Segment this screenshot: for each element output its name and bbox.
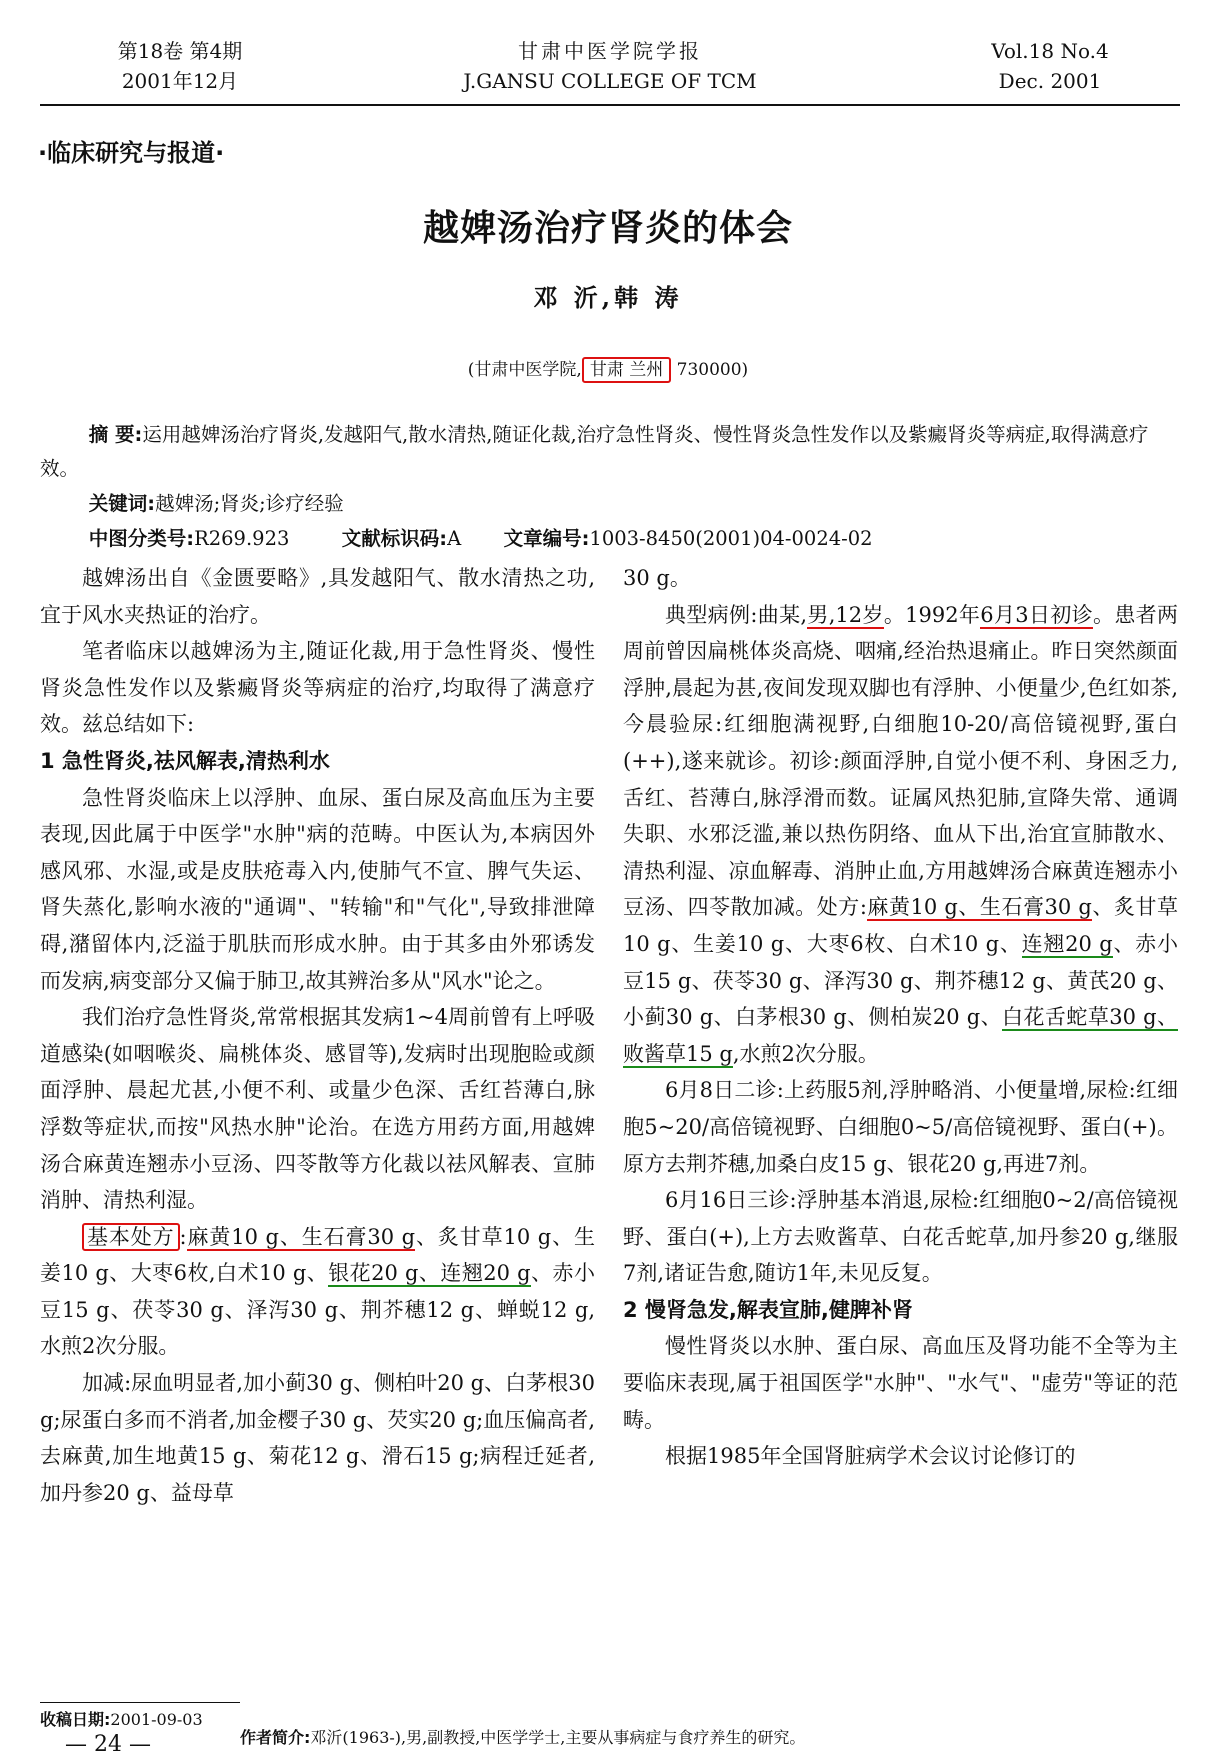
case-rx-text-b: 、赤小豆15 g、茯苓30 g、泽泻30 g、荆芥穗12 g、黄芪20 g、小蓟30 g、白茅根30 g、侧柏炭20 g、 bbox=[623, 931, 1179, 1030]
basic-prescription-label: 基本处方 bbox=[82, 1223, 180, 1251]
doc-code-value: A bbox=[447, 527, 462, 550]
left-column bbox=[40, 560, 595, 1511]
journal-name bbox=[400, 36, 820, 96]
received-label: 收稿日期: bbox=[40, 1710, 111, 1729]
received-value: 2001-09-03 bbox=[110, 1710, 203, 1729]
page-number: — 24 — bbox=[65, 1732, 151, 1757]
header-divider bbox=[40, 104, 1180, 106]
highlight-green-hedyotis-patrinia: 白花舌蛇草30 g、败酱草15 g bbox=[623, 1005, 1178, 1066]
basic-prescription-text-b: 、赤小豆15 g、茯苓30 g、泽泻30 g、荆芥穗12 g、蝉蜕12 g,水煎2次分服。 bbox=[40, 1261, 596, 1359]
keywords-text: 越婢汤;肾炎;诊疗经验 bbox=[155, 492, 344, 515]
journal-volume-en bbox=[950, 36, 1150, 96]
case-text-c: 。患者两周前曾因扁桃体炎高烧、咽痛,经治热退痛止。昨日突然颜面浮肿,晨起为甚,夜间发现双脚也有浮肿、小便量少,色红如茶,今晨验尿:红细胞满视野,白细胞10-20/高倍镜视野,蛋白(++),遂来就诊。初诊:颜面浮肿,自觉小便不利、身困乏力,舌红、苔薄白,脉浮滑而数。证属风热犯肺,宣降失常、通调失职、水邪泛滥,兼以热伤阴络、血从下出,治宜宣肺散水、清热利湿、凉血解毒、消肿止血,方用越婢汤合麻黄连翘赤小豆汤、四苓散加减。处方: bbox=[623, 602, 1178, 920]
journal-name-cn: 甘肃中医学院学报 bbox=[518, 39, 702, 63]
basic-prescription-paragraph bbox=[40, 1219, 595, 1365]
section-tag: ·临床研究与报道· bbox=[38, 139, 225, 167]
basic-prescription-text-a: 、炙甘草10 g、生姜10 g、大枣6枚,白术10 g、 bbox=[40, 1224, 595, 1286]
author-bio bbox=[240, 1726, 805, 1750]
case-rx-text-c: ,水煎2次分服。 bbox=[732, 1041, 879, 1066]
right-column bbox=[623, 560, 1178, 1475]
footnote-divider bbox=[40, 1702, 240, 1703]
basic-prescription-colon: : bbox=[179, 1224, 187, 1249]
affiliation-prefix: (甘肃中医学院, bbox=[467, 360, 582, 380]
volume-en: Vol.18 No.4 bbox=[991, 39, 1109, 63]
affiliation-location-highlight: 甘肃 兰州 bbox=[582, 357, 671, 383]
case-text-b: 。1992年 bbox=[883, 602, 981, 627]
article-authors: 邓 沂,韩 涛 bbox=[533, 283, 683, 312]
typical-case-paragraph bbox=[623, 597, 1178, 1073]
author-bio-text: 邓沂(1963-),男,副教授,中医学学士,主要从事病症与食疗养生的研究。 bbox=[310, 1728, 806, 1747]
left-paragraph-4: 我们治疗急性肾炎,常常根据其发病1~4周前曾有上呼吸道感染(如咽喉炎、扁桃体炎、感冒等),发病时出现胞睑或颜面浮肿、晨起尤甚,小便不利、或量少色深、舌红苔薄白,脉浮数等症状,而按"风热水肿"论治。在选方用药方面,用越婢汤合麻黄连翘赤小豆汤、四苓散等方化裁以祛风解表、宣肺消肿、清热利湿。 bbox=[40, 1005, 595, 1213]
right-paragraph-last: 根据1985年全国肾脏病学术会议讨论修订的 bbox=[665, 1444, 1076, 1469]
left-paragraph-modifications: 加减:尿血明显者,加小蓟30 g、侧柏叶20 g、白茅根30 g;尿蛋白多而不消者,加金樱子30 g、芡实20 g;血压偏高者,去麻黄,加生地黄15 g、菊花12 g、滑石15 g;病程迁延者,加丹参20 g、益母草 bbox=[40, 1371, 595, 1505]
article-number-label: 文章编号: bbox=[503, 527, 590, 550]
highlight-green-forsythia: 连翘20 g bbox=[1021, 931, 1113, 956]
classification-line bbox=[40, 522, 1216, 556]
article-number-value: 1003-8450(2001)04-0024-02 bbox=[589, 527, 873, 550]
affiliation-suffix: 730000) bbox=[671, 360, 749, 380]
abstract-block bbox=[40, 418, 1180, 486]
left-paragraph-3: 急性肾炎临床上以浮肿、血尿、蛋白尿及高血压为主要表现,因此属于中医学"水肿"病的范畴。中医认为,本病因外感风邪、水湿,或是皮肤疮毒入内,使肺气不宣、脾气失运、肾失蒸化,影响水液的"通调"、"转输"和"气化",导致排泄障碍,潴留体内,泛溢于肌肤而形成水肿。由于其多由外邪诱发而发病,病变部分又偏于肺卫,故其辨治多从"风水"论之。 bbox=[40, 785, 595, 993]
second-visit-paragraph: 6月8日二诊:上药服5剂,浮肿略消、小便量增,尿检:红细胞5~20/高倍镜视野、白细胞0~5/高倍镜视野、蛋白(+)。原方去荆芥穗,加桑白皮15 g、银花20 g,再进7剂。 bbox=[623, 1078, 1178, 1176]
affiliation bbox=[0, 355, 1216, 380]
left-paragraph-2: 笔者临床以越婢汤为主,随证化裁,用于急性肾炎、慢性肾炎急性发作以及紫癜肾炎等病症的治疗,均取得了满意疗效。兹总结如下: bbox=[40, 639, 595, 737]
date-en: Dec. 2001 bbox=[998, 69, 1102, 93]
highlight-red-first-visit: 6月3日初诊 bbox=[980, 602, 1093, 627]
author-bio-label: 作者简介: bbox=[240, 1728, 311, 1747]
doc-code-label: 文献标识码: bbox=[341, 527, 448, 550]
keywords-line bbox=[40, 487, 1216, 521]
journal-name-en: J.GANSU COLLEGE OF TCM bbox=[463, 69, 757, 93]
abstract-text: 运用越婢汤治疗肾炎,发越阳气,散水清热,随证化裁,治疗急性肾炎、慢性肾炎急性发作以及紫癜肾炎等病症,取得满意疗效。 bbox=[40, 423, 1149, 480]
journal-volume-info bbox=[80, 36, 280, 96]
right-paragraph-chronic: 慢性肾炎以水肿、蛋白尿、高血压及肾功能不全等为主要临床表现,属于祖国医学"水肿"、"水气"、"虚劳"等证的范畴。 bbox=[623, 1334, 1178, 1432]
highlight-red-case-ephedra-gypsum: 麻黄10 g、生石膏30 g bbox=[866, 895, 1092, 920]
issue-date: 2001年12月 bbox=[121, 69, 239, 93]
case-text-a: 典型病例:曲某, bbox=[665, 602, 808, 627]
article-title: 越婢汤治疗肾炎的体会 bbox=[422, 208, 793, 249]
right-continuation: 30 g。 bbox=[623, 566, 691, 590]
highlight-green-honeysuckle-forsythia: 银花20 g、连翘20 g bbox=[328, 1261, 531, 1286]
third-visit-paragraph: 6月16日三诊:浮肿基本消退,尿检:红细胞0~2/高倍镜视野、蛋白(+),上方去败酱草、白花舌蛇草,加丹参20 g,继服7剂,诸证告愈,随访1年,未见反复。 bbox=[623, 1188, 1178, 1286]
section-heading-2: 2 慢肾急发,解表宣肺,健脾补肾 bbox=[623, 1297, 913, 1322]
abstract-label: 摘 要: bbox=[88, 423, 143, 446]
section-heading-1: 1 急性肾炎,祛风解表,清热利水 bbox=[40, 748, 330, 773]
volume-issue: 第18卷 第4期 bbox=[117, 39, 243, 63]
left-paragraph-1: 越婢汤出自《金匮要略》,具发越阳气、散水清热之功,宜于风水夹热证的治疗。 bbox=[40, 566, 595, 627]
received-date bbox=[40, 1708, 203, 1732]
keywords-label: 关键词: bbox=[88, 492, 156, 515]
highlight-red-patient: 男,12岁 bbox=[807, 602, 884, 627]
highlight-red-ephedra-gypsum: 麻黄10 g、生石膏30 g bbox=[186, 1224, 416, 1249]
clc-label: 中图分类号: bbox=[88, 527, 195, 550]
clc-value: R269.923 bbox=[194, 527, 290, 550]
case-rx-text-a: 、炙甘草10 g、生姜10 g、大枣6枚、白术10 g、 bbox=[623, 895, 1179, 956]
